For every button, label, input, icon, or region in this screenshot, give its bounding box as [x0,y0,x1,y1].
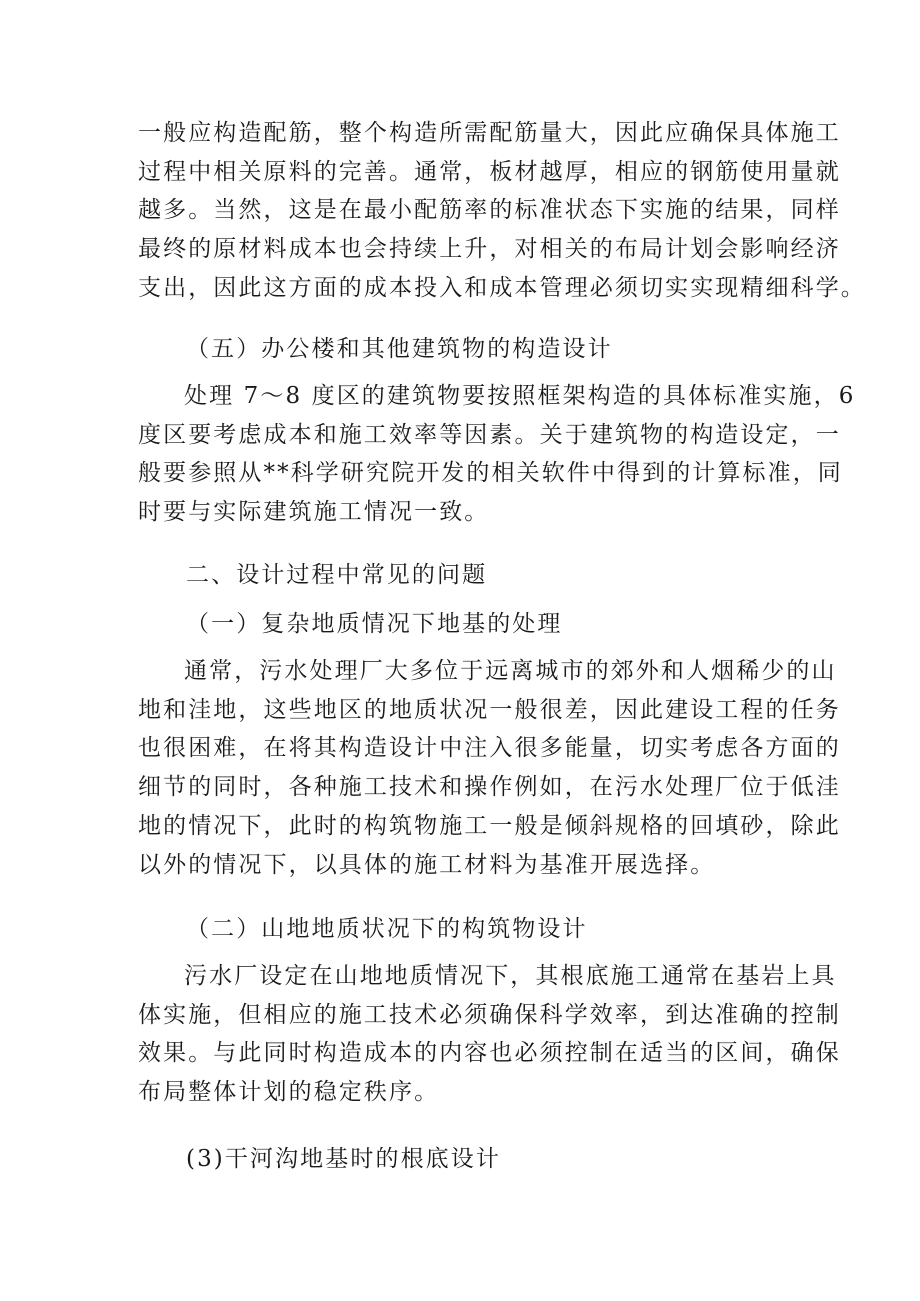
text-line: 支出，因此这方面的成本投入和成本管理必须切实实现精细科学。 [138,274,866,301]
paragraph-mountain-design [138,957,841,1112]
section-heading-complex-geology: （一）复杂地质情况下地基的处理 [186,611,563,637]
chapter-heading-common-problems: 二、设计过程中常见的问题 [186,562,488,588]
text-line: 一般应构造配筋，整个构造所需配筋量大，因此应确保具体施工 [138,120,841,146]
text-line: 效果。与此同时构造成本的内容也必须控制在适当的区间，确保 [138,1040,841,1067]
text-line: 时要与实际建筑施工情况一致。 [138,499,490,526]
text-line: 度区要考虑成本和施工效率等因素。关于建筑物的构造设定，一 [138,421,841,448]
text-line: 地的情况下，此时的构筑物施工一般是倾斜规格的回填砂，除此 [138,812,841,839]
section-heading-office-buildings: （五）办公楼和其他建筑物的构造设计 [186,336,613,362]
text-line: 以外的情况下，以具体的施工材料为基准开展选择。 [138,851,716,878]
section-heading-dry-gully: (3)干河沟地基时的根底设计 [186,1146,501,1172]
text-line: 地和洼地，这些地区的地质状况一般很差，因此建设工程的任务 [138,696,841,723]
text-line: 细节的同时，各种施工技术和操作例如，在污水处理厂位于低洼 [138,774,841,801]
text-line: 最终的原材料成本也会持续上升，对相关的布局计划会影响经济 [138,236,841,263]
text-line: 过程中相关原料的完善。通常，板材越厚，相应的钢筋使用量就 [138,158,841,185]
text-line: 般要参照从**科学研究院开发的相关软件中得到的计算标准，同 [138,460,843,487]
section-heading-mountain-geology: （二）山地地质状况下的构筑物设计 [186,916,588,942]
text-line: 也很困难，在将其构造设计中注入很多能量，切实考虑各方面的 [138,735,841,762]
paragraph-reinforcement [138,114,866,308]
paragraph-building-structure [138,377,856,532]
text-line: 体实施，但相应的施工技术必须确保科学效率，到达准确的控制 [138,1001,841,1028]
text-line: 布局整体计划的稳定秩序。 [138,1079,440,1106]
text-line: 处理 7～8 度区的建筑物要按照框架构造的具体标准实施，6 [184,383,856,409]
text-line: 越多。当然，这是在最小配筋率的标准状态下实施的结果，同样 [138,197,841,224]
text-line: 通常，污水处理厂大多位于远离城市的郊外和人烟稀少的山 [184,658,837,684]
paragraph-foundation-treatment [138,652,841,884]
text-line: 污水厂设定在山地地质情况下，其根底施工通常在基岩上具 [184,963,837,989]
